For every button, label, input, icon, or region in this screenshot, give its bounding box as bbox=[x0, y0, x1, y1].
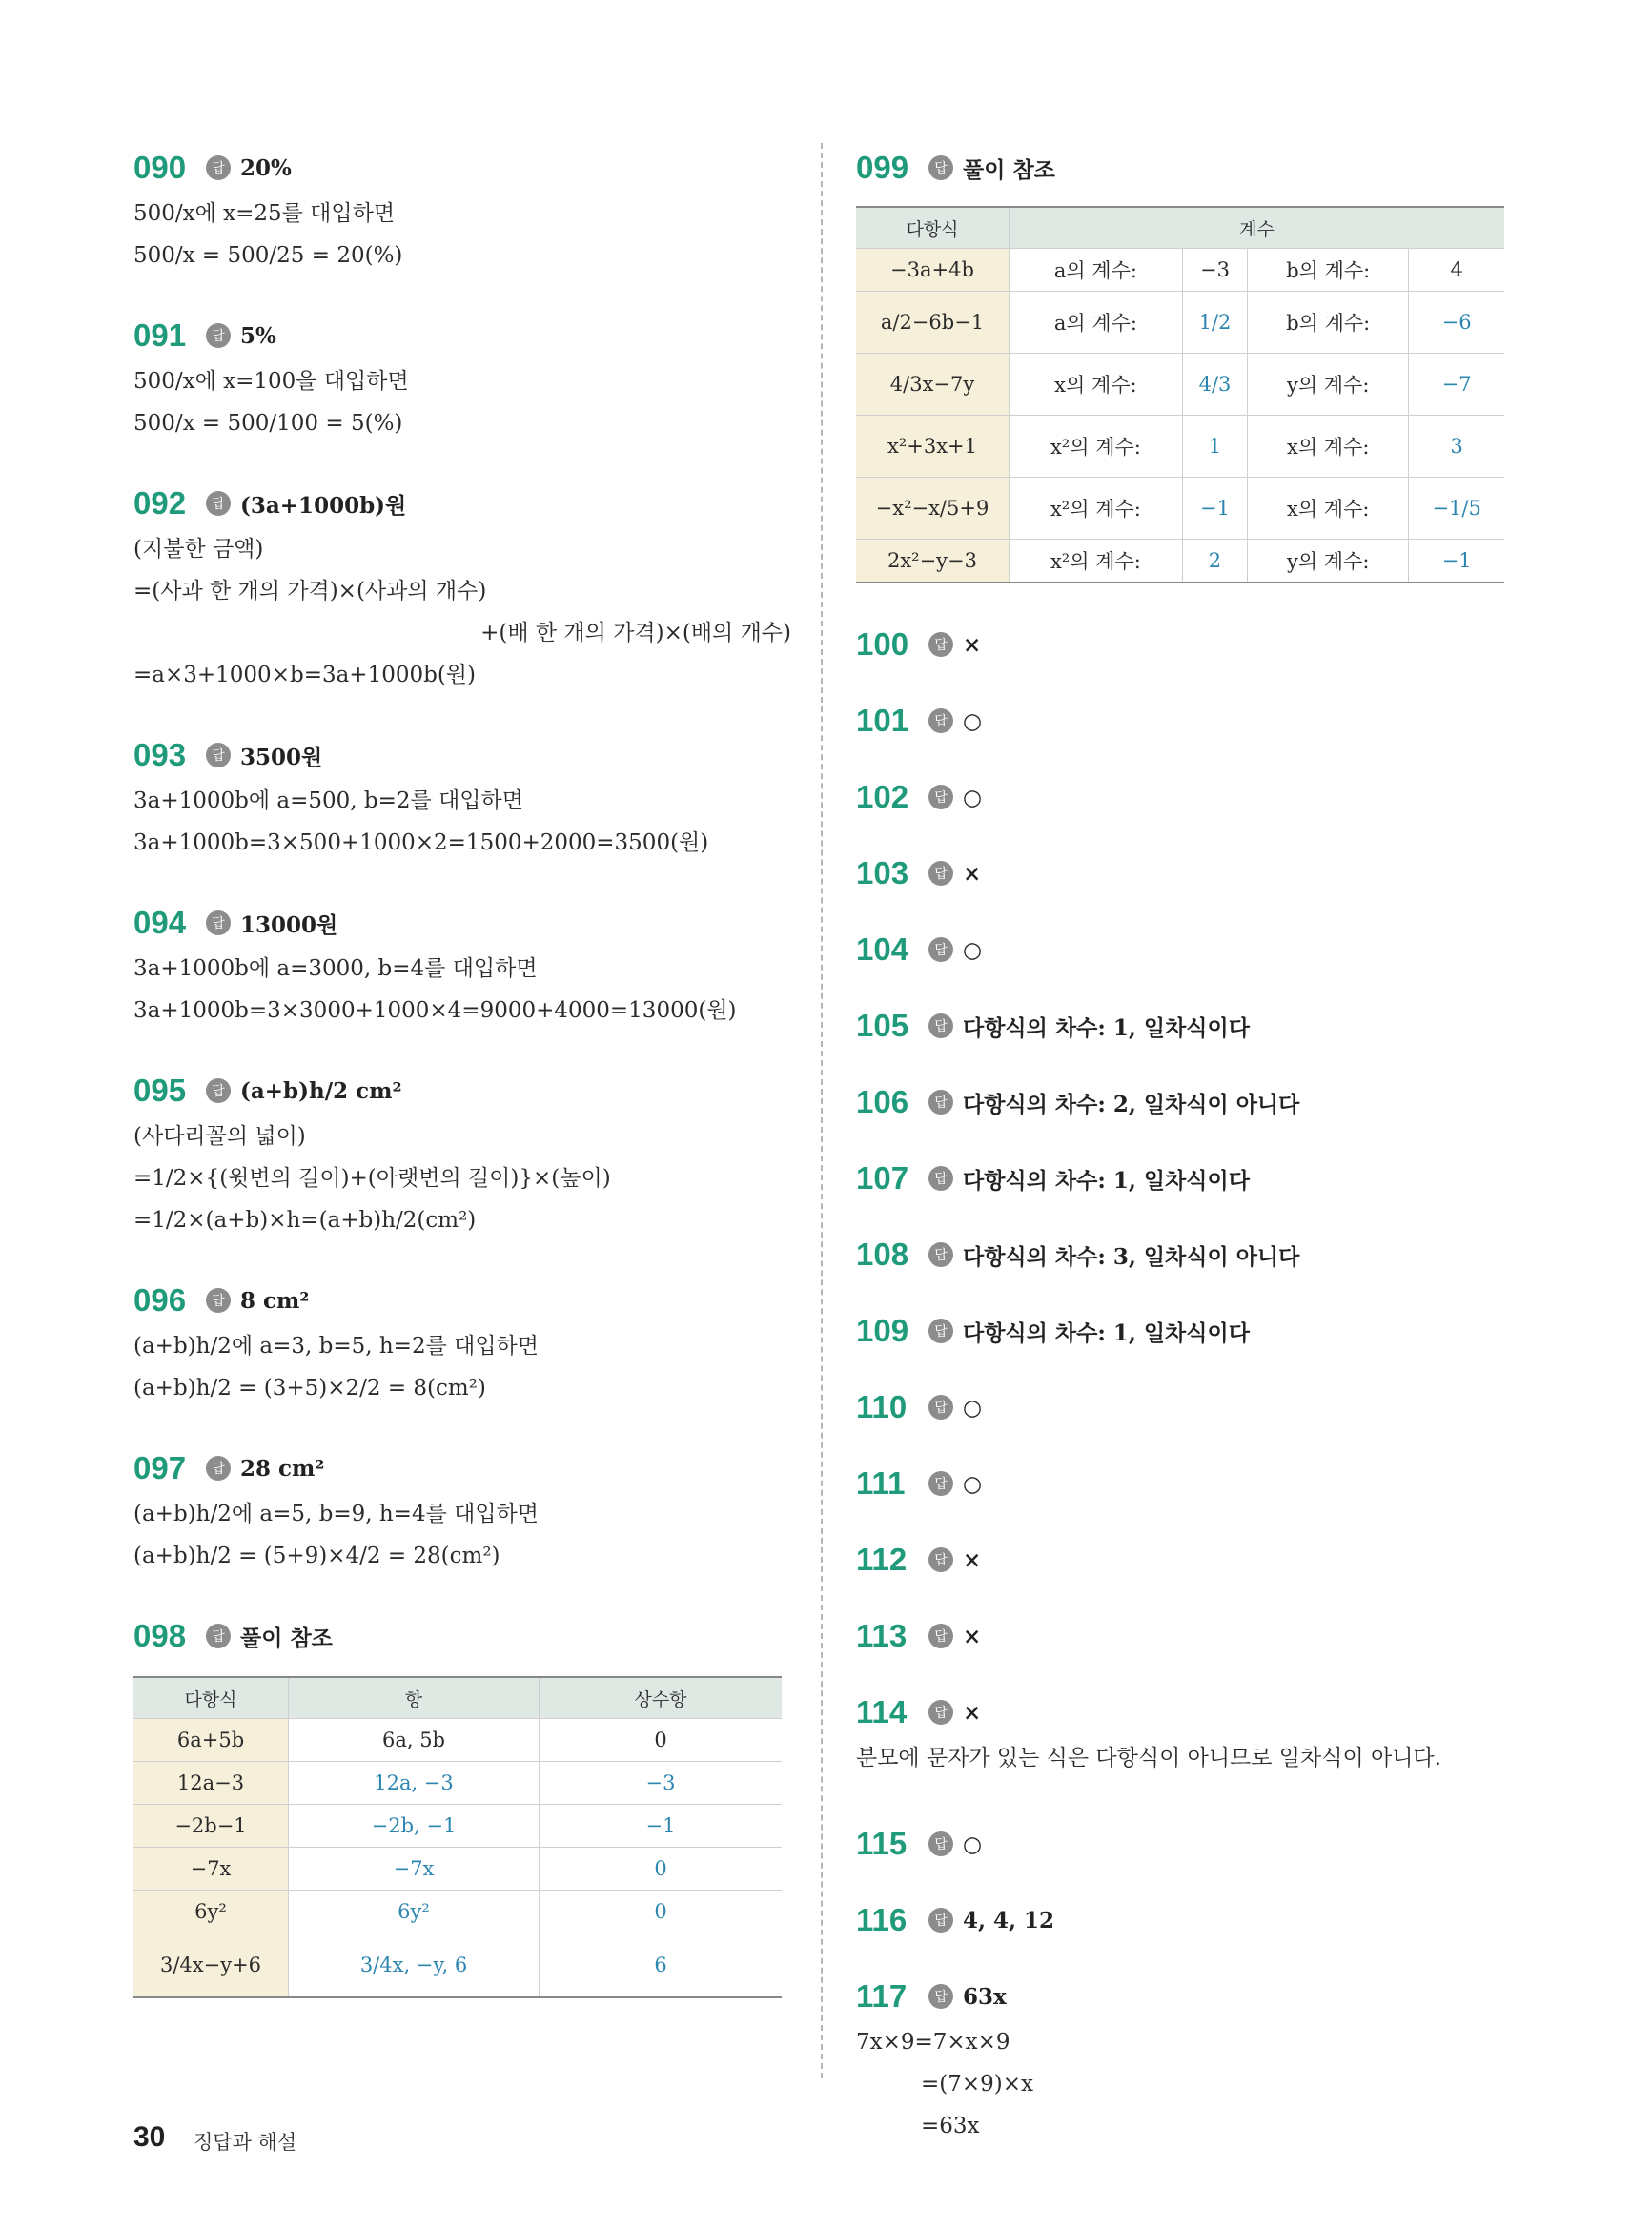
answer-badge-icon: 답 bbox=[928, 1624, 953, 1648]
problem-number: 114 bbox=[856, 1694, 908, 1729]
polynomial-cell: a/2−6b−1 bbox=[856, 292, 1010, 354]
answer: ○ bbox=[963, 1831, 983, 1857]
solution-line: (a+b)h/2 = (5+9)×4/2 = 28(cm²) bbox=[133, 1544, 500, 1568]
answer-badge-icon: 답 bbox=[206, 910, 231, 935]
polynomial-cell: 2x²−y−3 bbox=[856, 540, 1010, 583]
coef-value: 1/2 bbox=[1182, 292, 1247, 354]
answer-badge-icon: 답 bbox=[928, 1547, 953, 1572]
solution-line: (a+b)h/2에 a=5, b=9, h=4를 대입하면 bbox=[133, 1502, 539, 1526]
problem-114 bbox=[856, 1688, 1523, 1779]
answer: 13000원 bbox=[240, 911, 338, 938]
table-row bbox=[133, 1848, 782, 1891]
answer: × bbox=[963, 1699, 982, 1726]
table-header: 계수 bbox=[1010, 207, 1505, 249]
left-column bbox=[133, 143, 791, 1998]
problem-number: 105 bbox=[856, 1008, 909, 1043]
coef-value: −7 bbox=[1409, 354, 1504, 416]
solution-line: 500/x에 x=100을 대입하면 bbox=[133, 369, 409, 394]
problem-115 bbox=[856, 1806, 1523, 1882]
coefficient-table bbox=[856, 206, 1504, 583]
solution-line: 7x×9=7×x×9 bbox=[856, 2030, 1010, 2055]
problem-number: 091 bbox=[133, 317, 187, 353]
problem-105 bbox=[856, 988, 1523, 1064]
answer-badge-icon: 답 bbox=[206, 1456, 231, 1481]
answer-badge-icon: 답 bbox=[206, 323, 231, 348]
problem-number: 092 bbox=[133, 485, 187, 521]
coef-label: x²의 계수: bbox=[1010, 478, 1183, 540]
problem-number: 097 bbox=[133, 1450, 187, 1485]
solution-line: =1/2×{(윗변의 길이)+(아랫변의 길이)}×(높이) bbox=[133, 1166, 611, 1191]
solution-line: 500/x = 500/25 = 20(%) bbox=[133, 243, 403, 268]
answer-badge-icon: 답 bbox=[206, 1624, 231, 1648]
polynomial-cell: 4/3x−7y bbox=[856, 354, 1010, 416]
problem-number: 103 bbox=[856, 855, 909, 890]
solution-line: 3a+1000b=3×500+1000×2=1500+2000=3500(원) bbox=[133, 830, 709, 855]
solution-line: 500/x = 500/100 = 5(%) bbox=[133, 411, 403, 436]
answer-badge-icon: 답 bbox=[206, 1078, 231, 1103]
problem-number: 101 bbox=[856, 703, 909, 738]
problem-099 bbox=[856, 143, 1523, 583]
polynomial-cell: 6y² bbox=[133, 1891, 289, 1933]
table-row bbox=[133, 1891, 782, 1933]
problem-109 bbox=[856, 1293, 1523, 1369]
answer: 4, 4, 12 bbox=[963, 1907, 1055, 1933]
problem-102 bbox=[856, 759, 1523, 835]
problem-106 bbox=[856, 1064, 1523, 1140]
coef-label: x의 계수: bbox=[1248, 416, 1409, 478]
polynomial-cell: x²+3x+1 bbox=[856, 416, 1010, 478]
answer: (3a+1000b)원 bbox=[240, 492, 407, 519]
polynomial-cell: −7x bbox=[133, 1848, 289, 1891]
problem-095 bbox=[133, 1066, 791, 1241]
coef-label: a의 계수: bbox=[1010, 292, 1183, 354]
coef-value: 1 bbox=[1182, 416, 1247, 478]
right-column bbox=[856, 143, 1523, 2147]
table-row bbox=[856, 416, 1504, 478]
polynomial-cell: −2b−1 bbox=[133, 1805, 289, 1848]
problem-number: 095 bbox=[133, 1073, 187, 1108]
solution-line: =(7×9)×x bbox=[921, 2072, 1033, 2097]
answer-badge-icon: 답 bbox=[928, 785, 953, 809]
problem-096 bbox=[133, 1276, 791, 1409]
answer: 다항식의 차수: 3, 일차식이 아니다 bbox=[963, 1243, 1300, 1270]
answer-badge-icon: 답 bbox=[928, 708, 953, 733]
table-row bbox=[856, 354, 1504, 416]
problem-093 bbox=[133, 730, 791, 864]
problem-number: 102 bbox=[856, 779, 909, 814]
problem-100 bbox=[856, 606, 1523, 683]
answer-badge-icon: 답 bbox=[928, 1471, 953, 1496]
solution-line: (a+b)h/2 = (3+5)×2/2 = 8(cm²) bbox=[133, 1376, 486, 1401]
answer-badge-icon: 답 bbox=[206, 1288, 231, 1313]
problem-104 bbox=[856, 911, 1523, 988]
answer-badge-icon: 답 bbox=[206, 743, 231, 767]
answer-badge-icon: 답 bbox=[928, 1319, 953, 1343]
terms-cell: 6y² bbox=[289, 1891, 540, 1933]
answer: ○ bbox=[963, 936, 983, 963]
coef-value: −1 bbox=[1182, 478, 1247, 540]
answer-badge-icon: 답 bbox=[928, 861, 953, 886]
problem-097 bbox=[133, 1443, 791, 1577]
problem-number: 098 bbox=[133, 1618, 187, 1653]
answer-badge-icon: 답 bbox=[928, 1831, 953, 1856]
solution-line: =1/2×(a+b)×h=(a+b)h/2(cm²) bbox=[133, 1208, 477, 1233]
solution-line: (지불한 금액) bbox=[133, 537, 264, 562]
answer: (a+b)h/2 cm² bbox=[240, 1077, 402, 1104]
answer: ○ bbox=[963, 1470, 983, 1497]
problem-101 bbox=[856, 683, 1523, 759]
problem-094 bbox=[133, 898, 791, 1032]
problem-090 bbox=[133, 143, 791, 276]
solution-line: 500/x에 x=25를 대입하면 bbox=[133, 201, 396, 226]
problem-number: 093 bbox=[133, 737, 187, 772]
coef-label: x²의 계수: bbox=[1010, 540, 1183, 583]
coef-label: a의 계수: bbox=[1010, 249, 1183, 292]
problem-116 bbox=[856, 1882, 1523, 1958]
answer: × bbox=[963, 1546, 982, 1573]
polynomial-cell: 12a−3 bbox=[133, 1762, 289, 1805]
answer: 20% bbox=[240, 154, 292, 181]
coef-label: b의 계수: bbox=[1248, 249, 1409, 292]
solution-line: 분모에 문자가 있는 식은 다항식이 아니므로 일차식이 아니다. bbox=[856, 1746, 1441, 1770]
table-row bbox=[856, 540, 1504, 583]
answer-badge-icon: 답 bbox=[206, 155, 231, 180]
solution-line: =63x bbox=[921, 2114, 980, 2138]
solution-line: =a×3+1000×b=3a+1000b(원) bbox=[133, 663, 476, 687]
constant-cell: 0 bbox=[540, 1891, 783, 1933]
terms-cell: −7x bbox=[289, 1848, 540, 1891]
answer: 3500원 bbox=[240, 744, 323, 770]
problem-number: 094 bbox=[133, 905, 187, 940]
constant-cell: −1 bbox=[540, 1805, 783, 1848]
coef-label: x²의 계수: bbox=[1010, 416, 1183, 478]
answer-badge-icon: 답 bbox=[928, 1166, 953, 1191]
polynomial-cell: −3a+4b bbox=[856, 249, 1010, 292]
answer: 5% bbox=[240, 322, 276, 349]
solution-line: (사다리꼴의 넓이) bbox=[133, 1124, 306, 1149]
coef-value: −1 bbox=[1409, 540, 1504, 583]
problem-117 bbox=[856, 1972, 1523, 2147]
problem-number: 110 bbox=[856, 1389, 908, 1424]
answer-badge-icon: 답 bbox=[928, 1242, 953, 1267]
solution-line: (a+b)h/2에 a=3, b=5, h=2를 대입하면 bbox=[133, 1334, 539, 1359]
answer: 풀이 참조 bbox=[963, 156, 1055, 183]
answer-badge-icon: 답 bbox=[928, 632, 953, 657]
problem-113 bbox=[856, 1598, 1523, 1674]
polynomial-cell: 6a+5b bbox=[133, 1719, 289, 1762]
terms-cell: 3/4x, −y, 6 bbox=[289, 1933, 540, 1998]
coef-label: y의 계수: bbox=[1248, 540, 1409, 583]
problem-number: 113 bbox=[856, 1618, 908, 1653]
answer-badge-icon: 답 bbox=[928, 1700, 953, 1725]
answer: 다항식의 차수: 1, 일차식이다 bbox=[963, 1167, 1250, 1194]
table-row bbox=[856, 249, 1504, 292]
answer: 풀이 참조 bbox=[240, 1625, 333, 1651]
answer-badge-icon: 답 bbox=[928, 937, 953, 962]
problem-number: 100 bbox=[856, 626, 909, 662]
answer: 다항식의 차수: 1, 일차식이다 bbox=[963, 1014, 1250, 1041]
problem-number: 104 bbox=[856, 931, 909, 967]
answer-badge-icon: 답 bbox=[928, 1984, 953, 2009]
problem-number: 117 bbox=[856, 1978, 908, 2014]
table-header: 항 bbox=[289, 1677, 540, 1719]
problem-number: 115 bbox=[856, 1826, 908, 1861]
table-row bbox=[133, 1719, 782, 1762]
constant-cell: 0 bbox=[540, 1848, 783, 1891]
terms-table bbox=[133, 1676, 782, 1998]
table-row bbox=[856, 292, 1504, 354]
problem-number: 107 bbox=[856, 1160, 909, 1196]
problem-number: 096 bbox=[133, 1282, 187, 1318]
solution-line: 3a+1000b에 a=3000, b=4를 대입하면 bbox=[133, 956, 538, 981]
coef-value: −1/5 bbox=[1409, 478, 1504, 540]
solution-line: 3a+1000b에 a=500, b=2를 대입하면 bbox=[133, 788, 523, 813]
page-number: 30 bbox=[133, 2121, 166, 2153]
problem-number: 116 bbox=[856, 1902, 908, 1937]
coef-label: x의 계수: bbox=[1010, 354, 1183, 416]
coef-value: 3 bbox=[1409, 416, 1504, 478]
problem-number: 108 bbox=[856, 1237, 909, 1272]
table-row bbox=[133, 1762, 782, 1805]
coef-label: x의 계수: bbox=[1248, 478, 1409, 540]
problem-103 bbox=[856, 835, 1523, 911]
problem-number: 106 bbox=[856, 1084, 909, 1119]
coef-value: −3 bbox=[1182, 249, 1247, 292]
problem-111 bbox=[856, 1445, 1523, 1522]
constant-cell: 6 bbox=[540, 1933, 783, 1998]
problem-108 bbox=[856, 1217, 1523, 1293]
problem-091 bbox=[133, 311, 791, 444]
answer: × bbox=[963, 631, 982, 658]
answer-badge-icon: 답 bbox=[928, 1908, 953, 1933]
problem-098 bbox=[133, 1611, 791, 1998]
polynomial-cell: −x²−x/5+9 bbox=[856, 478, 1010, 540]
coef-value: 4/3 bbox=[1182, 354, 1247, 416]
problem-107 bbox=[856, 1140, 1523, 1217]
answer-badge-icon: 답 bbox=[928, 1090, 953, 1115]
coef-value: 4 bbox=[1409, 249, 1504, 292]
table-row bbox=[856, 478, 1504, 540]
answer-badge-icon: 답 bbox=[928, 1395, 953, 1420]
table-header: 다항식 bbox=[856, 207, 1010, 249]
solution-line: 3a+1000b=3×3000+1000×4=9000+4000=13000(원) bbox=[133, 998, 737, 1023]
answer: × bbox=[963, 860, 982, 887]
problem-110 bbox=[856, 1369, 1523, 1445]
problem-112 bbox=[856, 1522, 1523, 1598]
constant-cell: 0 bbox=[540, 1719, 783, 1762]
answer-badge-icon: 답 bbox=[928, 1013, 953, 1038]
table-header: 상수항 bbox=[540, 1677, 783, 1719]
solution-line: +(배 한 개의 가격)×(배의 개수) bbox=[480, 621, 791, 645]
coef-label: y의 계수: bbox=[1248, 354, 1409, 416]
terms-cell: 6a, 5b bbox=[289, 1719, 540, 1762]
answer: × bbox=[963, 1623, 982, 1649]
terms-cell: −2b, −1 bbox=[289, 1805, 540, 1848]
problem-number: 112 bbox=[856, 1542, 908, 1577]
constant-cell: −3 bbox=[540, 1762, 783, 1805]
answer-badge-icon: 답 bbox=[206, 491, 231, 516]
coef-value: 2 bbox=[1182, 540, 1247, 583]
problem-number: 109 bbox=[856, 1313, 909, 1348]
footer-title: 정답과 해설 bbox=[194, 2131, 297, 2154]
problem-number: 111 bbox=[856, 1465, 906, 1501]
table-row bbox=[133, 1933, 782, 1998]
answer: 28 cm² bbox=[240, 1455, 325, 1482]
answer: 8 cm² bbox=[240, 1287, 310, 1314]
table-row bbox=[133, 1805, 782, 1848]
answer: ○ bbox=[963, 784, 983, 810]
problem-number: 099 bbox=[856, 150, 909, 185]
column-divider bbox=[821, 143, 823, 2078]
answer: 다항식의 차수: 1, 일차식이다 bbox=[963, 1320, 1250, 1346]
answer-badge-icon: 답 bbox=[928, 155, 953, 180]
problem-number: 090 bbox=[133, 150, 187, 185]
coef-value: −6 bbox=[1409, 292, 1504, 354]
answer: 63x bbox=[963, 1983, 1007, 2010]
answer: 다항식의 차수: 2, 일차식이 아니다 bbox=[963, 1091, 1300, 1117]
terms-cell: 12a, −3 bbox=[289, 1762, 540, 1805]
answer: ○ bbox=[963, 707, 983, 734]
table-header: 다항식 bbox=[133, 1677, 289, 1719]
coef-label: b의 계수: bbox=[1248, 292, 1409, 354]
polynomial-cell: 3/4x−y+6 bbox=[133, 1933, 289, 1998]
answer: ○ bbox=[963, 1394, 983, 1421]
problem-092 bbox=[133, 479, 791, 696]
solution-line: =(사과 한 개의 가격)×(사과의 개수) bbox=[133, 579, 487, 604]
